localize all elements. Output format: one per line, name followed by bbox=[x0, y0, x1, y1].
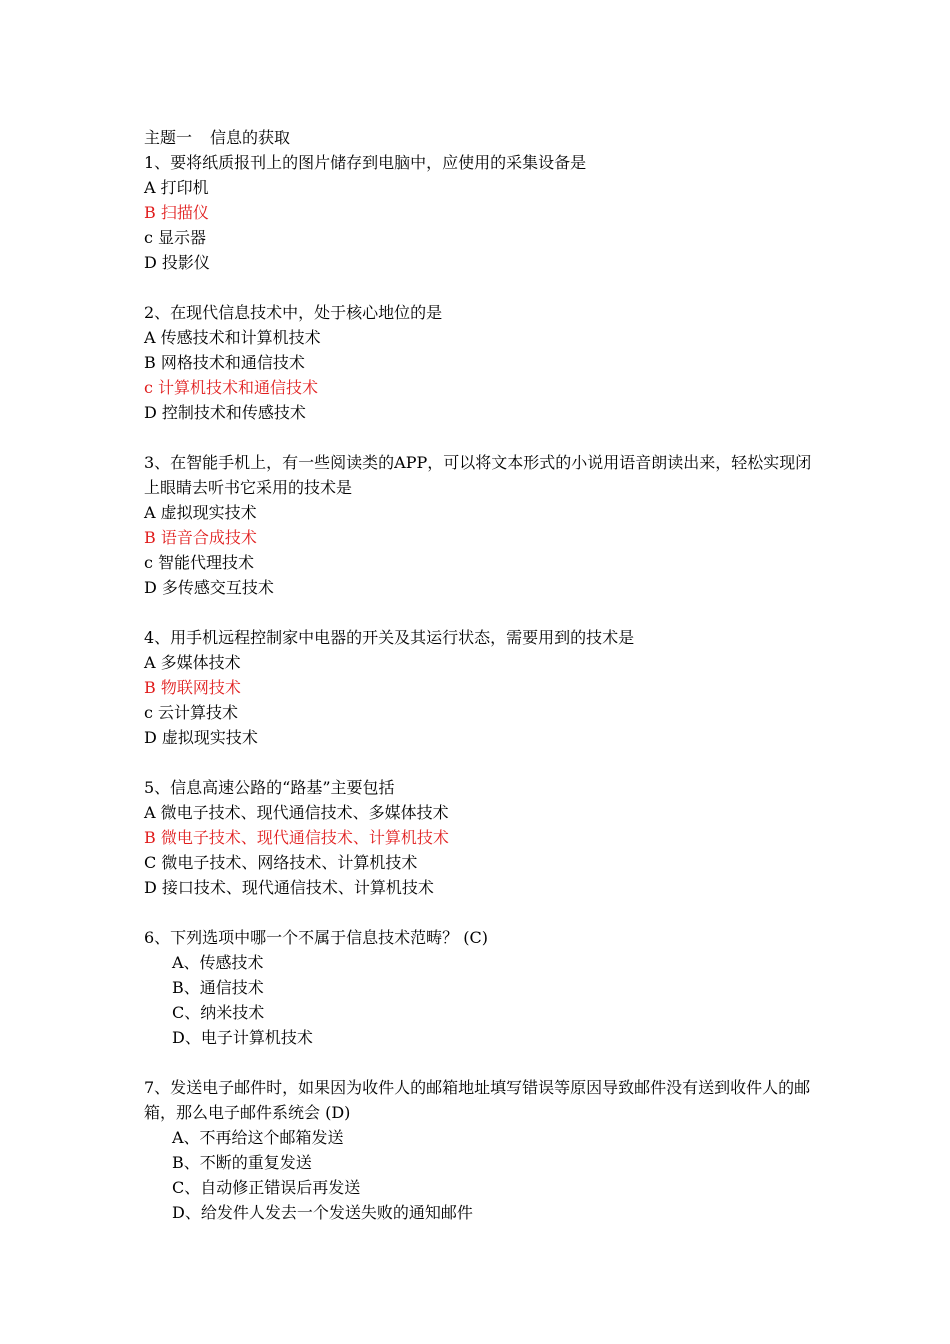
option: B、通信技术 bbox=[172, 978, 264, 997]
option: D 控制技术和传感技术 bbox=[144, 403, 306, 422]
option: c 云计算技术 bbox=[144, 703, 239, 722]
question-stem: 4、用手机远程控制家中电器的开关及其运行状态，需要用到的技术是 bbox=[144, 628, 635, 647]
option: c 智能代理技术 bbox=[144, 553, 255, 572]
correct-option: c 计算机技术和通信技术 bbox=[144, 378, 319, 397]
option: A 微电子技术、现代通信技术、多媒体技术 bbox=[144, 803, 449, 822]
question-stem: 3、在智能手机上，有一些阅读类的APP，可以将文本形式的小说用语音朗读出来，轻松实现闭上眼睛去听书它采用的技术是 bbox=[144, 453, 812, 497]
correct-option: B 物联网技术 bbox=[144, 678, 241, 697]
option: D 虚拟现实技术 bbox=[144, 728, 258, 747]
correct-option: B 微电子技术、现代通信技术、计算机技术 bbox=[144, 828, 449, 847]
option: C、纳米技术 bbox=[172, 1003, 265, 1022]
option: A 传感技术和计算机技术 bbox=[144, 328, 321, 347]
correct-option: B 扫描仪 bbox=[144, 203, 209, 222]
option: A 打印机 bbox=[144, 178, 209, 197]
question-stem: 2、在现代信息技术中，处于核心地位的是 bbox=[144, 303, 443, 322]
option: A 多媒体技术 bbox=[144, 653, 241, 672]
option: B 网格技术和通信技术 bbox=[144, 353, 305, 372]
question-stem: 6、下列选项中哪一个不属于信息技术范畴？ (C) bbox=[144, 928, 488, 947]
option: C 微电子技术、网络技术、计算机技术 bbox=[144, 853, 418, 872]
option: D 投影仪 bbox=[144, 253, 210, 272]
heading-part2: 信息的获取 bbox=[210, 128, 291, 147]
section-heading bbox=[144, 125, 824, 150]
correct-option: B 语音合成技术 bbox=[144, 528, 257, 547]
option: D、给发件人发去一个发送失败的通知邮件 bbox=[172, 1203, 473, 1222]
option: D、电子计算机技术 bbox=[172, 1028, 313, 1047]
option: A、传感技术 bbox=[172, 953, 264, 972]
option: D 接口技术、现代通信技术、计算机技术 bbox=[144, 878, 434, 897]
option: A 虚拟现实技术 bbox=[144, 503, 257, 522]
option: B、不断的重复发送 bbox=[172, 1153, 312, 1172]
heading-part1: 主题一 bbox=[144, 128, 193, 147]
document-page bbox=[144, 125, 824, 1225]
option: A、不再给这个邮箱发送 bbox=[172, 1128, 344, 1147]
option: c 显示器 bbox=[144, 228, 207, 247]
option: C、自动修正错误后再发送 bbox=[172, 1178, 361, 1197]
question-stem: 5、信息高速公路的“路基”主要包括 bbox=[144, 778, 395, 797]
question-stem: 7、发送电子邮件时，如果因为收件人的邮箱地址填写错误等原因导致邮件没有送到收件人的邮箱，那么电子邮件系统会 (D) bbox=[144, 1078, 811, 1122]
option: D 多传感交互技术 bbox=[144, 578, 274, 597]
question-stem: 1、要将纸质报刊上的图片储存到电脑中，应使用的采集设备是 bbox=[144, 153, 587, 172]
